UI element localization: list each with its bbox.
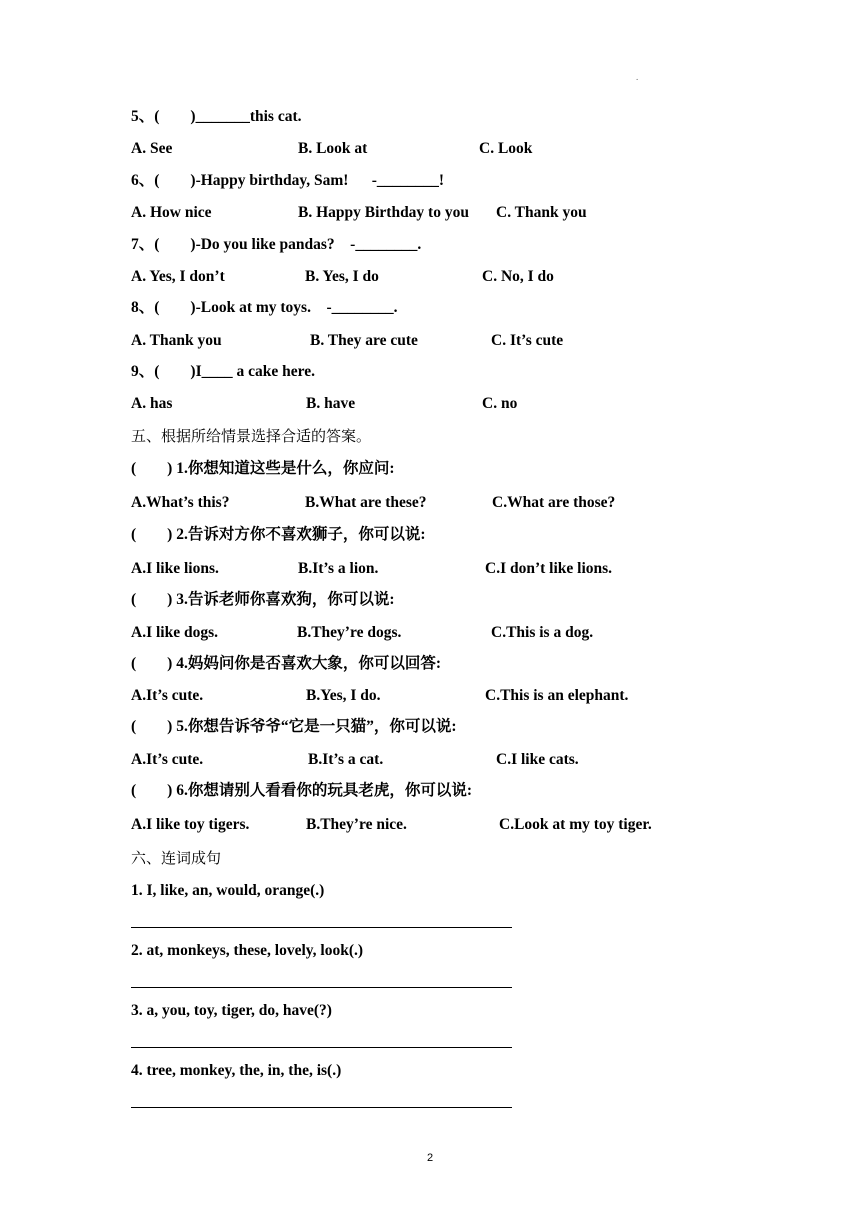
question-6-stem: 6、( )-Happy birthday, Sam! -________! [131,172,445,189]
situation-1-stem: ( ) 1.你想知道这些是什么，你应问: [131,460,395,477]
question-7-stem: 7、( )-Do you like pandas? -________. [131,236,422,253]
situation-2-option-c: C.I don’t like lions. [485,560,613,577]
question-9-option-b: B. have [306,395,356,412]
question-8-option-b: B. They are cute [310,332,418,349]
situation-4-stem: ( ) 4.妈妈问你是否喜欢大象，你可以回答: [131,655,441,672]
word-order-2-prompt: 2. at, monkeys, these, lovely, look(.) [131,942,364,959]
answer-line-2[interactable] [131,987,512,988]
situation-3-option-a: A.I like dogs. [131,624,218,641]
question-8-option-c: C. It’s cute [491,332,564,349]
situation-5-option-a: A.It’s cute. [131,751,204,768]
situation-6-stem: ( ) 6.你想请别人看看你的玩具老虎，你可以说: [131,782,472,799]
situation-3-option-c: C.This is a dog. [491,624,594,641]
situation-4-option-b: B.Yes, I do. [306,687,381,704]
situation-2-option-b: B.It’s a lion. [298,560,379,577]
section-5-heading: 五、根据所给情景选择合适的答案。 [131,427,372,445]
page-number: 2 [426,1152,434,1164]
question-9-option-c: C. no [482,395,518,412]
situation-1-option-c: C.What are those? [492,494,616,511]
question-5-option-a: A. See [131,140,173,157]
answer-line-1[interactable] [131,927,512,928]
question-6-option-a: A. How nice [131,204,212,221]
situation-5-option-c: C.I like cats. [496,751,579,768]
situation-5-option-b: B.It’s a cat. [308,751,384,768]
question-6-option-c: C. Thank you [496,204,587,221]
situation-4-option-c: C.This is an elephant. [485,687,629,704]
word-order-3-prompt: 3. a, you, toy, tiger, do, have(?) [131,1002,332,1019]
situation-6-option-a: A.I like toy tigers. [131,816,250,833]
question-5-stem: 5、( )_______this cat. [131,108,302,125]
situation-2-stem: ( ) 2.告诉对方你不喜欢狮子，你可以说: [131,526,426,543]
question-5-option-c: C. Look [479,140,533,157]
situation-1-option-b: B.What are these? [305,494,427,511]
situation-6-option-c: C.Look at my toy tiger. [499,816,652,833]
question-6-option-b: B. Happy Birthday to you [298,204,469,221]
question-7-option-a: A. Yes, I don’t [131,268,225,285]
question-8-option-a: A. Thank you [131,332,222,349]
situation-2-option-a: A.I like lions. [131,560,219,577]
question-9-stem: 9、( )I____ a cake here. [131,363,315,380]
question-7-option-b: B. Yes, I do [305,268,379,285]
question-5-option-b: B. Look at [298,140,368,157]
answer-line-3[interactable] [131,1047,512,1048]
section-6-heading: 六、连词成句 [131,849,222,867]
word-order-1-prompt: 1. I, like, an, would, orange(.) [131,882,325,899]
question-7-option-c: C. No, I do [482,268,554,285]
situation-5-stem: ( ) 5.你想告诉爷爷“它是一只猫”，你可以说: [131,718,457,735]
stray-dot: . [636,72,639,82]
situation-3-option-b: B.They’re dogs. [297,624,402,641]
word-order-4-prompt: 4. tree, monkey, the, in, the, is(.) [131,1062,342,1079]
situation-3-stem: ( ) 3.告诉老师你喜欢狗，你可以说: [131,591,395,608]
answer-line-4[interactable] [131,1107,512,1108]
question-9-option-a: A. has [131,395,173,412]
situation-6-option-b: B.They’re nice. [306,816,407,833]
situation-4-option-a: A.It’s cute. [131,687,204,704]
question-8-stem: 8、( )-Look at my toys. -________. [131,299,398,316]
situation-1-option-a: A.What’s this? [131,494,230,511]
